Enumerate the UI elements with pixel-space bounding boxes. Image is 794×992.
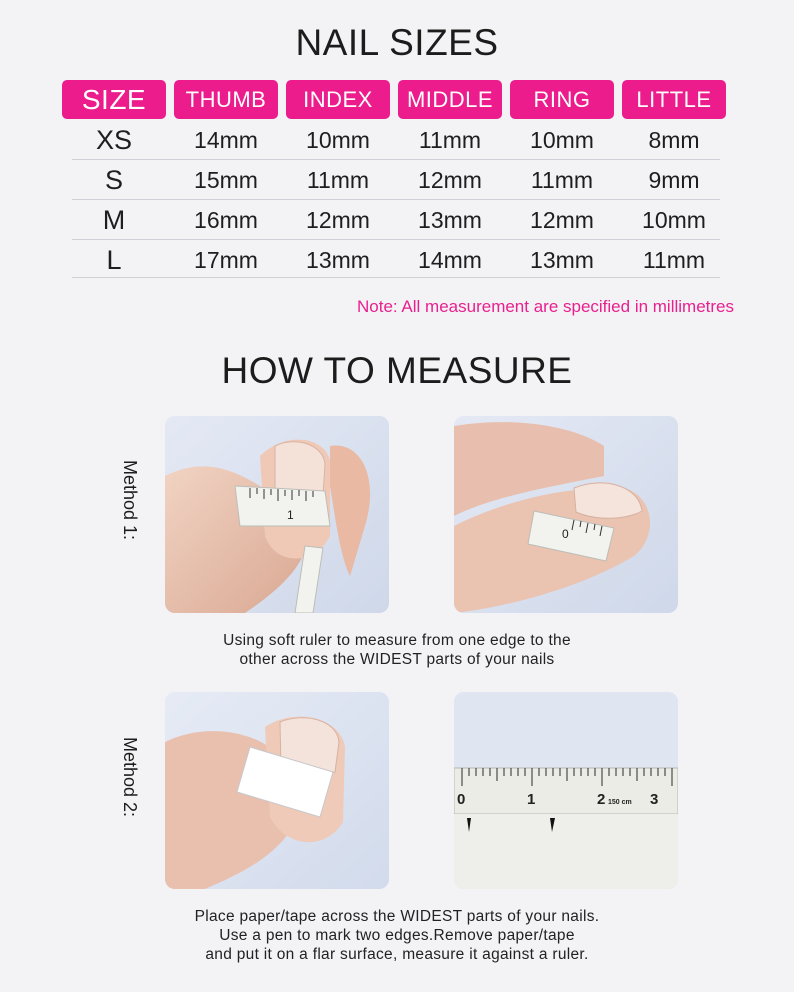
size-cell: M xyxy=(102,204,126,235)
method1-caption-line: Using soft ruler to measure from one edge to the xyxy=(223,632,571,649)
thumb-cell: 15mm xyxy=(194,166,258,193)
index-cell: 10mm xyxy=(306,126,370,153)
method1-photo-a xyxy=(165,416,389,613)
header-index: INDEX xyxy=(286,80,390,119)
ring-cell: 13mm xyxy=(530,246,594,273)
thumb-cell: 16mm xyxy=(194,206,258,233)
little-cell: 11mm xyxy=(642,246,706,273)
little-cell: 8mm xyxy=(648,126,700,153)
header-middle: MIDDLE xyxy=(398,80,502,119)
header-size: SIZE xyxy=(62,80,166,119)
method1-caption-line: other across the WIDEST parts of your nails xyxy=(239,651,555,668)
index-cell: 11mm xyxy=(306,166,370,193)
ruler-tick-label: 1 xyxy=(527,791,536,808)
size-cell: S xyxy=(104,164,123,195)
svg-text:1: 1 xyxy=(287,508,294,522)
method2-caption-line: and put it on a flar surface, measure it against a ruler. xyxy=(205,946,589,963)
method2-caption-line: Place paper/tape across the WIDEST parts of your nails. xyxy=(194,908,600,925)
page-title: NAIL SIZES xyxy=(295,22,499,63)
thumb-cell: 17mm xyxy=(194,246,258,273)
section-title: HOW TO MEASURE xyxy=(221,350,573,391)
ruler-tick-label: 0 xyxy=(457,791,466,808)
middle-cell: 11mm xyxy=(418,126,482,153)
ring-cell: 10mm xyxy=(530,126,594,153)
middle-cell: 12mm xyxy=(418,166,482,193)
middle-cell: 13mm xyxy=(418,206,482,233)
header-ring: RING xyxy=(510,80,614,119)
ruler-brand: 150 cm xyxy=(608,799,632,806)
method2-photo-b xyxy=(454,692,678,889)
svg-text:0: 0 xyxy=(562,527,569,541)
middle-cell: 14mm xyxy=(418,246,482,273)
method1-photo-b xyxy=(454,416,678,613)
index-cell: 12mm xyxy=(306,206,370,233)
method2-label: Method 2: xyxy=(120,737,140,818)
header-thumb: THUMB xyxy=(174,80,278,119)
little-cell: 10mm xyxy=(642,206,706,233)
method2-caption xyxy=(0,907,794,964)
ring-cell: 11mm xyxy=(530,166,594,193)
size-cell: L xyxy=(106,244,122,275)
index-cell: 13mm xyxy=(306,246,370,273)
header-little: LITTLE xyxy=(622,80,726,119)
method1-caption xyxy=(0,631,794,669)
little-cell: 9mm xyxy=(648,166,700,193)
ruler-tick-label: 3 xyxy=(650,791,659,808)
units-note: Note: All measurement are specified in millimetres xyxy=(357,297,734,316)
thumb-cell: 14mm xyxy=(194,126,258,153)
ruler-tick-label: 2 xyxy=(597,791,606,808)
method2-caption-line: Use a pen to mark two edges.Remove paper/tape xyxy=(219,927,575,944)
ring-cell: 12mm xyxy=(530,206,594,233)
method1-label: Method 1: xyxy=(120,460,140,541)
method2-photo-a xyxy=(165,692,389,889)
size-cell: XS xyxy=(95,124,133,155)
